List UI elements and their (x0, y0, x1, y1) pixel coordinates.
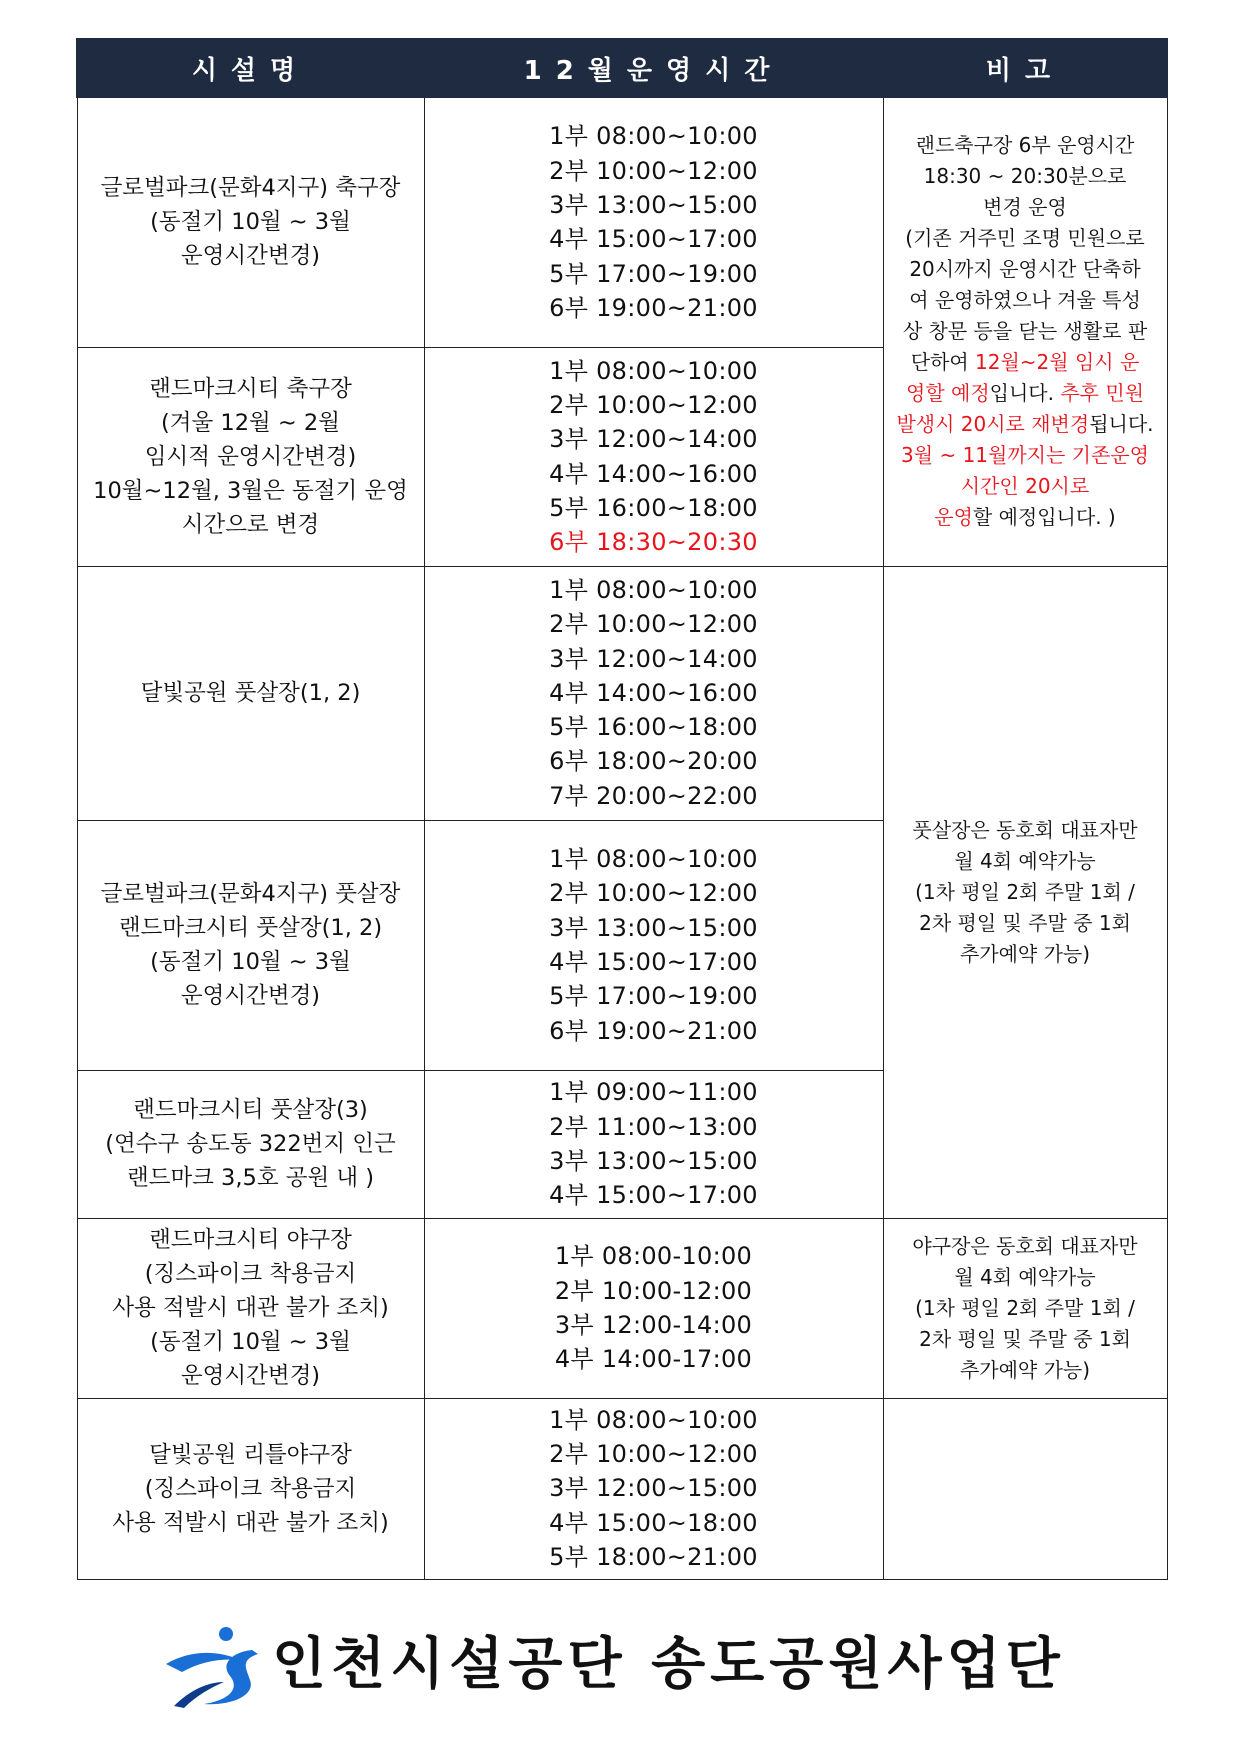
time-slot: 2부 10:00-12:00 (554, 1276, 753, 1305)
schedule-table (76, 38, 1168, 1580)
hours-cell (424, 97, 883, 347)
note-line: 랜드축구장 6부 운영시간 (915, 133, 1135, 158)
hours-cell (424, 566, 883, 820)
note-line: (1차 평일 2회 주말 1회 / (915, 879, 1135, 904)
facility-line: 사용 적발시 대관 불가 조치) (112, 1509, 389, 1536)
facility-line: (징스파이크 착용금지 (144, 1261, 357, 1287)
facility-cell (77, 820, 424, 1070)
facility-line: 달빛공원 풋살장(1, 2) (140, 680, 361, 706)
hours-cell (424, 820, 883, 1070)
time-slot: 1부 09:00~11:00 (549, 1078, 758, 1107)
time-slot: 5부 16:00~18:00 (549, 493, 758, 522)
table-row (77, 1218, 1167, 1398)
note-line (888, 378, 1163, 409)
facility-line: 운영시간변경) (180, 1363, 321, 1389)
hours-cell (424, 1398, 883, 1579)
organization-logo (160, 1620, 1110, 1710)
facility-line: 10월~12월, 3월은 동절기 운영 (93, 477, 408, 504)
logo-text: 인천시설공단 송도공원사업단 (272, 1632, 1065, 1697)
hours-cell (424, 1218, 883, 1398)
facility-line: 글로벌파크(문화4지구) 축구장 (100, 175, 401, 202)
note-text: 입니다. (989, 381, 1061, 406)
note-line: 추가예약 가능) (959, 1357, 1091, 1382)
time-slot: 6부 19:00~21:00 (549, 293, 758, 322)
note-line (888, 347, 1163, 378)
facility-cell (77, 1070, 424, 1218)
facility-cell (77, 566, 424, 820)
note-line: (기존 거주민 조명 민원으로 (905, 226, 1145, 251)
note-soccer (883, 97, 1167, 566)
time-slot: 3부 13:00~15:00 (549, 1147, 758, 1175)
note-line (888, 502, 1163, 533)
note-line: 2차 평일 및 주말 중 1회 (919, 1326, 1131, 1351)
note-line: 변경 운영 (983, 195, 1067, 220)
time-slot: 1부 08:00~10:00 (549, 356, 758, 385)
note-line: 월 4회 예약가능 (954, 1264, 1096, 1289)
note-line (888, 409, 1163, 440)
hours-cell (424, 347, 883, 566)
time-slot: 5부 18:00~21:00 (549, 1542, 758, 1571)
facility-line: 랜드마크시티 축구장 (149, 375, 352, 402)
facility-line: (겨울 12월 ~ 2월 (161, 409, 340, 436)
note-highlight-line: 3월 ~ 11월까지는 기존운영 (901, 443, 1149, 468)
note-highlight: 영할 예정 (906, 381, 990, 406)
facility-line: (동절기 10월 ~ 3월 (150, 209, 351, 236)
note-futsal (883, 566, 1167, 1218)
time-slot: 4부 15:00~18:00 (549, 1508, 758, 1537)
time-slot: 5부 17:00~19:00 (549, 259, 758, 288)
time-slot: 3부 13:00~15:00 (549, 913, 758, 942)
note-highlight: 12월~2월 임시 운 (975, 350, 1140, 375)
note-highlight: 발생시 20시로 재변경 (896, 412, 1090, 437)
facility-line: 랜드마크시티 풋살장(1, 2) (118, 915, 383, 941)
note-line: 2차 평일 및 주말 중 1회 (919, 910, 1131, 935)
time-slot: 2부 11:00~13:00 (549, 1112, 758, 1141)
time-slot: 2부 10:00~12:00 (549, 390, 758, 419)
time-slot: 4부 15:00~17:00 (549, 948, 758, 976)
header-hours: 12월운영시간 (424, 39, 883, 97)
facility-line: (동절기 10월 ~ 3월 (150, 1329, 351, 1355)
note-line: 풋살장은 동호회 대표자만 (912, 817, 1138, 842)
note-empty (883, 1398, 1167, 1579)
time-slot: 3부 12:00~14:00 (549, 425, 758, 454)
time-slot: 6부 19:00~21:00 (549, 1016, 758, 1045)
note-line: 여 운영하였으나 겨울 특성 (909, 288, 1141, 313)
facility-line: 운영시간변경) (180, 983, 321, 1009)
facility-cell (77, 347, 424, 566)
note-highlight: 추후 민원 (1060, 381, 1144, 406)
note-line: (1차 평일 2회 주말 1회 / (915, 1295, 1135, 1320)
note-line: 상 창문 등을 닫는 생활로 판 (902, 319, 1148, 344)
facility-line: (연수구 송도동 322번지 인근 (105, 1131, 396, 1157)
time-slot: 2부 10:00~12:00 (549, 879, 758, 908)
time-slot: 3부 12:00-14:00 (554, 1311, 753, 1339)
note-text: 할 예정입니다. ) (972, 505, 1116, 530)
facility-line: (동절기 10월 ~ 3월 (150, 949, 351, 975)
time-slot: 4부 14:00~16:00 (549, 678, 758, 707)
facility-line: 랜드마크시티 야구장 (149, 1227, 352, 1253)
facility-cell (77, 1398, 424, 1579)
time-slot: 3부 13:00~15:00 (549, 190, 758, 219)
note-highlight: 운영 (934, 505, 973, 530)
time-slot: 5부 17:00~19:00 (549, 982, 758, 1011)
header-facility: 시설명 (77, 39, 424, 97)
time-slot: 4부 14:00-17:00 (554, 1345, 753, 1374)
note-line: 월 4회 예약가능 (954, 848, 1096, 873)
facility-line: 랜드마크시티 풋살장(3) (133, 1097, 368, 1123)
note-text: 됩니다. (1089, 412, 1154, 437)
time-slot: 2부 10:00~12:00 (549, 1440, 758, 1469)
header-note: 비고 (883, 39, 1167, 97)
note-line: 18:30 ~ 20:30분으로 (923, 164, 1127, 189)
time-slot-changed: 6부 18:30~20:30 (549, 528, 758, 557)
time-slot: 1부 08:00~10:00 (549, 1405, 758, 1434)
time-slot: 1부 08:00~10:00 (549, 845, 758, 874)
time-slot: 5부 16:00~18:00 (549, 713, 758, 742)
facility-line: 운영시간변경) (180, 243, 321, 270)
facility-line: 글로벌파크(문화4지구) 풋살장 (100, 881, 401, 907)
time-slot: 2부 10:00~12:00 (549, 610, 758, 639)
hours-cell (424, 1070, 883, 1218)
time-slot: 1부 08:00~10:00 (549, 575, 758, 604)
time-slot: 4부 15:00~17:00 (549, 1181, 758, 1210)
note-line: 추가예약 가능) (959, 941, 1091, 966)
table-row (77, 1398, 1167, 1579)
note-line: 야구장은 동호회 대표자만 (912, 1233, 1138, 1258)
time-slot: 4부 14:00~16:00 (549, 459, 758, 488)
time-slot: 1부 08:00-10:00 (554, 1242, 753, 1271)
facility-cell (77, 1218, 424, 1398)
facility-line: 시간으로 변경 (181, 511, 320, 538)
facility-line: 사용 적발시 대관 불가 조치) (112, 1295, 389, 1321)
facility-line: 달빛공원 리틀야구장 (149, 1441, 352, 1468)
schedule-sheet (76, 38, 1166, 1580)
table-header-row (77, 39, 1167, 97)
note-highlight-line: 시간인 20시로 (960, 474, 1090, 499)
note-text: 단하여 (910, 350, 976, 375)
facility-line: 임시적 운영시간변경) (144, 443, 357, 470)
note-line: 20시까지 운영시간 단축하 (909, 257, 1141, 282)
time-slot: 2부 10:00~12:00 (549, 156, 758, 185)
time-slot: 3부 12:00~14:00 (549, 644, 758, 673)
time-slot: 6부 18:00~20:00 (549, 747, 758, 776)
table-row (77, 97, 1167, 347)
swoosh-figure-logo-icon (160, 1620, 280, 1710)
time-slot: 7부 20:00~22:00 (549, 781, 758, 810)
time-slot: 4부 15:00~17:00 (549, 225, 758, 254)
facility-line: 랜드마크 3,5호 공원 내 ) (126, 1165, 375, 1191)
facility-line: (징스파이크 착용금지 (144, 1475, 357, 1502)
note-baseball (883, 1218, 1167, 1398)
time-slot: 1부 08:00~10:00 (549, 122, 758, 151)
facility-cell (77, 97, 424, 347)
table-row (77, 566, 1167, 820)
time-slot: 3부 12:00~15:00 (549, 1474, 758, 1503)
